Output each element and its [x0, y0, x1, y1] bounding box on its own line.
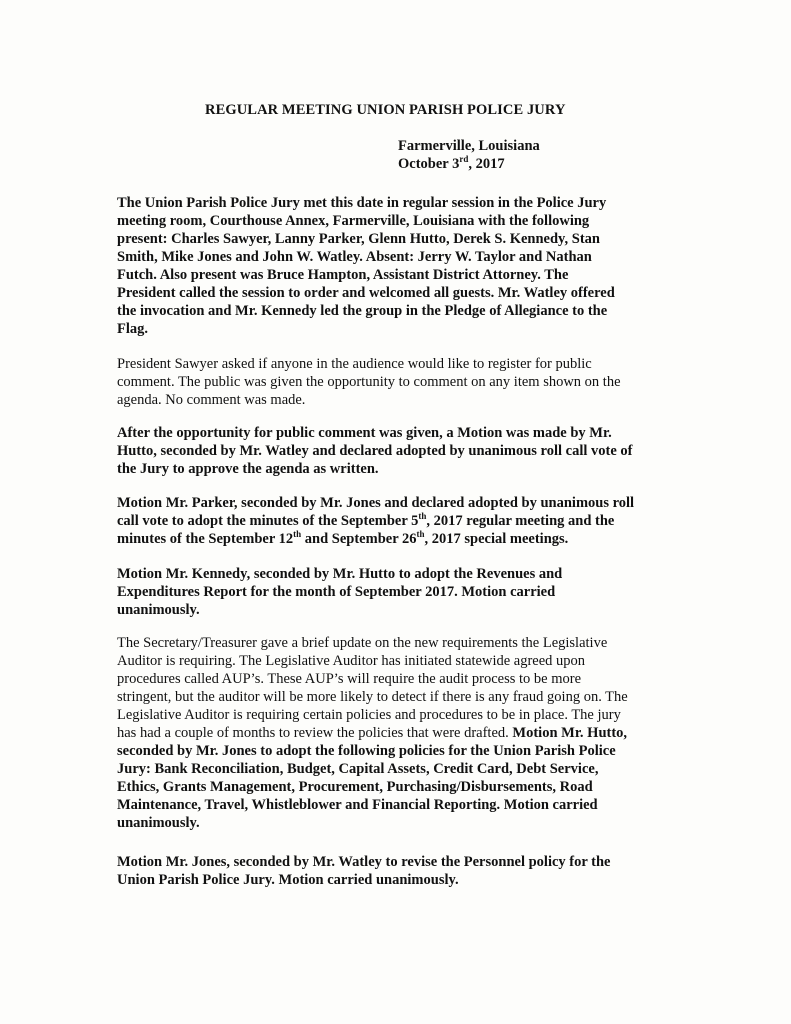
- text-line: [117, 724, 687, 742]
- text-line: President called the session to order and welcomed all guests. Mr. Watley offered: [117, 285, 615, 301]
- date-suffix: , 2017: [468, 156, 505, 172]
- text-fragment: , 2017 regular meeting and the: [426, 513, 615, 529]
- text-line: After the opportunity for public comment was given, a Motion was made by Mr.: [117, 425, 612, 441]
- text-line: Union Parish Police Jury. Motion carried unanimously.: [117, 872, 459, 888]
- ordinal-suffix: th: [293, 529, 302, 540]
- document-title: REGULAR MEETING UNION PARISH POLICE JURY: [205, 102, 566, 118]
- paragraph-personnel-motion: [117, 853, 687, 889]
- text-line: unanimously.: [117, 815, 200, 831]
- text-line: seconded by Mr. Jones to adopt the following policies for the Union Parish Police: [117, 743, 616, 759]
- text-line: comment. The public was given the opportunity to comment on any item shown on the: [117, 374, 621, 390]
- ordinal-suffix: th: [416, 529, 425, 540]
- text-line: [117, 530, 687, 548]
- paragraph-auditor-update: [117, 634, 687, 832]
- paragraph-minutes-motion: [117, 494, 687, 548]
- text-line: Hutto, seconded by Mr. Watley and declared adopted by unanimous roll call vote of: [117, 443, 633, 459]
- ordinal-suffix: th: [418, 511, 427, 522]
- text-line: stringent, but the auditor will be more likely to detect if there is any fraud going on. The: [117, 689, 628, 705]
- text-fragment: minutes of the September 12: [117, 531, 294, 547]
- paragraph-revenues-motion: [117, 565, 687, 619]
- text-line: the invocation and Mr. Kennedy led the group in the Pledge of Allegiance to the: [117, 303, 608, 319]
- text-line: unanimously.: [117, 602, 200, 618]
- text-line: procedures called AUP’s. These AUP’s will require the audit process to be more: [117, 671, 582, 687]
- text-fragment: call vote to adopt the minutes of the September 5: [117, 513, 419, 529]
- text-fragment: has had a couple of months to review the policies that were drafted.: [117, 725, 513, 741]
- text-line: Futch. Also present was Bruce Hampton, Assistant District Attorney. The: [117, 267, 569, 283]
- text-line: [117, 512, 687, 530]
- text-line: present: Charles Sawyer, Lanny Parker, Glenn Hutto, Derek S. Kennedy, Stan: [117, 231, 600, 247]
- text-fragment: and September 26: [301, 531, 417, 547]
- text-line: Motion Mr. Jones, seconded by Mr. Watley to revise the Personnel policy for the: [117, 854, 611, 870]
- text-line: Maintenance, Travel, Whistleblower and Financial Reporting. Motion carried: [117, 797, 598, 813]
- text-fragment: , 2017 special meetings.: [424, 531, 569, 547]
- date-ordinal: rd: [459, 154, 469, 165]
- text-line: Smith, Mike Jones and John W. Watley. Absent: Jerry W. Taylor and Nathan: [117, 249, 592, 265]
- text-line: Flag.: [117, 321, 149, 337]
- text-line: Ethics, Grants Management, Procurement, Purchasing/Disbursements, Road: [117, 779, 593, 795]
- text-line: President Sawyer asked if anyone in the audience would like to register for public: [117, 356, 592, 372]
- paragraph-agenda-motion: [117, 424, 687, 478]
- date-prefix: October 3: [398, 156, 460, 172]
- text-line: The Secretary/Treasurer gave a brief update on the new requirements the Legislative: [117, 635, 608, 651]
- text-line: meeting room, Courthouse Annex, Farmerville, Louisiana with the following: [117, 213, 590, 229]
- text-line: agenda. No comment was made.: [117, 392, 306, 408]
- text-line: Motion Mr. Parker, seconded by Mr. Jones and declared adopted by unanimous roll: [117, 495, 635, 511]
- text-line: The Union Parish Police Jury met this date in regular session in the Police Jury: [117, 195, 607, 211]
- motion-text: Motion Mr. Hutto,: [512, 725, 628, 741]
- text-line: Legislative Auditor is requiring certain policies and procedures to be in place. The jury: [117, 707, 621, 723]
- text-line: Auditor is requiring. The Legislative Auditor has initiated statewide agreed upon: [117, 653, 586, 669]
- text-line: Motion Mr. Kennedy, seconded by Mr. Hutto to adopt the Revenues and: [117, 566, 563, 582]
- text-line: Expenditures Report for the month of September 2017. Motion carried: [117, 584, 556, 600]
- text-line: the Jury to approve the agenda as written.: [117, 461, 379, 477]
- paragraph-public-comment: [117, 355, 687, 409]
- text-line: Jury: Bank Reconciliation, Budget, Capital Assets, Credit Card, Debt Service,: [117, 761, 599, 777]
- paragraph-opening: [117, 194, 687, 338]
- meeting-date: [398, 156, 505, 173]
- meeting-location: Farmerville, Louisiana: [398, 138, 540, 154]
